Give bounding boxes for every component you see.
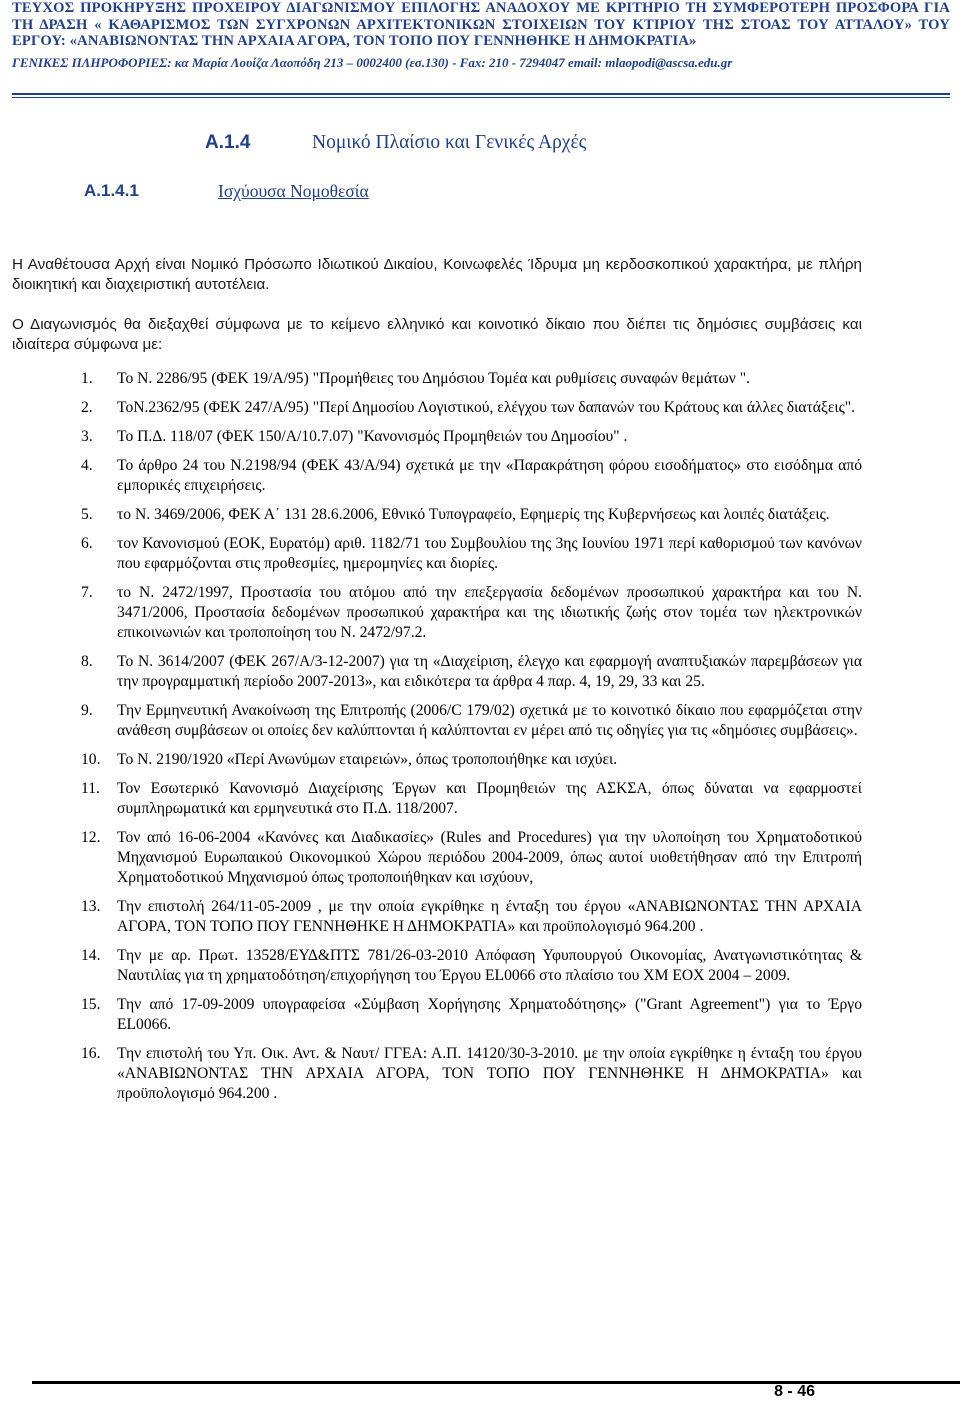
list-item <box>12 897 862 937</box>
subsection-title: Ισχύουσα Νομοθεσία <box>218 181 369 201</box>
document-body <box>12 255 862 1113</box>
header-divider-thin <box>12 97 950 98</box>
list-item-number: 2. <box>81 399 93 416</box>
list-item-number: 4. <box>81 457 93 474</box>
list-item-number: 12. <box>81 829 101 846</box>
list-item <box>12 750 862 770</box>
list-item-number: 11. <box>81 780 100 797</box>
list-item <box>12 583 862 643</box>
list-item-number: 5. <box>81 506 93 523</box>
list-item-number: 15. <box>81 996 101 1013</box>
list-item <box>12 456 862 496</box>
list-item-text: Την επιστολή του Υπ. Οικ. Αντ. & Ναυτ/ ΓΓΕΑ: Α.Π. 14120/30-3-2010. με την οποία εγκρίθηκε η ένταξη του έργου «ΑΝΑΒΙΩΝΟΝΤΑΣ ΤΗΝ ΑΡΧΑΙΑ ΑΓΟΡΑ, ΤΟΝ ΤΟΠΟ ΠΟΥ ΓΕΝΝΗΘΗΚΕ Η ΔΗΜΟΚΡΑΤΙΑ» και προϋπολογισμό 964.200 . <box>117 1045 862 1102</box>
paragraph: Ο Διαγωνισμός θα διεξαχθεί σύμφωνα με το κείμενο ελληνικό και κοινοτικό δίκαιο που διέπει τις δημόσιες συμβάσεις και ιδιαίτερα σύμφωνα με: <box>12 316 862 353</box>
list-item-number: 3. <box>81 428 93 445</box>
list-item <box>12 995 862 1035</box>
list-item-number: 9. <box>81 702 93 719</box>
list-item-text: Το Π.Δ. 118/07 (ΦΕΚ 150/Α/10.7.07) "Κανονισμός Προμηθειών του Δημοσίου" . <box>117 428 628 445</box>
footer-divider <box>32 1381 960 1384</box>
list-item <box>12 828 862 888</box>
section-number: A.1.4 <box>205 132 251 153</box>
list-item <box>12 505 862 525</box>
list-item-number: 8. <box>81 653 93 670</box>
list-item <box>12 398 862 418</box>
header-title: ΤΕΥΧΟΣ ΠΡΟΚΗΡΥΞΗΣ ΠΡΟΧΕΙΡΟΥ ΔΙΑΓΩΝΙΣΜΟΥ ΕΠΙΛΟΓΗΣ ΑΝΑΔΟΧΟΥ ΜΕ ΚΡΙΤΗΡΙΟ ΤΗ ΣΥΜΦΕΡΟΤΕΡΗ ΠΡΟΣΦΟΡΑ ΓΙΑ ΤΗ ΔΡΑΣΗ « ΚΑΘΑΡΙΣΜΟΣ ΤΩΝ ΣΥΓΧΡΟΝΩΝ ΑΡΧΙΤΕΚΤΟΝΙΚΩΝ ΣΤΟΙΧΕΙΩΝ ΤΟΥ ΚΤΙΡΙΟΥ ΤΗΣ ΣΤΟΑΣ ΤΟΥ ΑΤΤΑΛΟΥ» ΤΟΥ ΕΡΓΟΥ: «ΑΝΑΒΙΩΝΟΝΤΑΣ ΤΗΝ ΑΡΧΑΙΑ ΑΓΟΡΑ, ΤΟΝ ΤΟΠΟ ΠΟΥ ΓΕΝΝΗΘΗΚΕ Η ΔΗΜΟΚΡΑΤΙΑ» <box>12 0 950 49</box>
list-item-text: Τον από 16-06-2004 «Κανόνες και Διαδικασίες» (Rules and Procedures) για την υλοποίηση του Χρηματοδοτικού Μηχανισμού Ευρωπαικού Οικονομικού Χώρου περιόδου 2004-2009, όπως αυτοί υιοθετήθησαν από την Επιτροπή Χρηματοδοτικού Μηχανισμού όπως τροποποιήθηκαν και ισχύουν, <box>117 829 862 886</box>
list-item <box>12 534 862 574</box>
list-item-number: 16. <box>81 1045 101 1062</box>
list-item-number: 13. <box>81 898 101 915</box>
list-item-text: Την με αρ. Πρωτ. 13528/ΕΥΔ&ΠΤΣ 781/26-03-2010 Απόφαση Υφυπουργού Οικονομίας, Ανατγωνιστικότητας & Ναυτιλίας για τη χρηματοδότηση/επιχορήγηση του Έργου EL0066 στο πλαίσιο του ΧΜ ΕΟΧ 2004 – 2009. <box>117 947 862 984</box>
list-item <box>12 369 862 389</box>
list-item <box>12 1044 862 1104</box>
legislation-list <box>12 369 862 1104</box>
list-item-text: Το άρθρο 24 του Ν.2198/94 (ΦΕΚ 43/Α/94) σχετικά με την «Παρακράτηση φόρου εισοδήματος» στο εισόδημα από εμπορικές επιχειρήσεις. <box>117 457 862 494</box>
header-divider <box>12 93 950 95</box>
list-item <box>12 652 862 692</box>
paragraph: Η Αναθέτουσα Αρχή είναι Νομικό Πρόσωπο Ιδιωτικού Δικαίου, Κοινωφελές Ίδρυμα μη κερδοσκοπικού χαρακτήρα, με πλήρη διοικητική και διαχειριστική αυτοτέλεια. <box>12 256 862 293</box>
section-title: Νομικό Πλαίσιο και Γενικές Αρχές <box>312 132 587 153</box>
list-item-text: Το Ν. 3614/2007 (ΦΕΚ 267/Α/3-12-2007) για τη «Διαχείριση, έλεγχο και εφαρμογή αναπτυξιακών παρεμβάσεων για την προγραμματική περίοδο 2007-2013», και ειδικότερα τα άρθρα 4 παρ. 4, 19, 29, 33 και 25. <box>117 653 862 690</box>
list-item <box>12 701 862 741</box>
page-number: 8 - 46 <box>774 1383 815 1400</box>
list-item <box>12 779 862 819</box>
list-item-text: Την επιστολή 264/11-05-2009 , με την οποία εγκρίθηκε η ένταξη του έργου «ΑΝΑΒΙΩΝΟΝΤΑΣ ΤΗΝ ΑΡΧΑΙΑ ΑΓΟΡΑ, ΤΟΝ ΤΟΠΟ ΠΟΥ ΓΕΝΝΗΘΗΚΕ Η ΔΗΜΟΚΡΑΤΙΑ» και προϋπολογισμό 964.200 . <box>117 898 862 935</box>
list-item-number: 6. <box>81 535 93 552</box>
list-item-text: Την από 17-09-2009 υπογραφείσα «Σύμβαση Χορήγησης Χρηματοδότησης» ("Grant Agreement") για το Έργο EL0066. <box>117 996 862 1033</box>
header-contact-info: ΓΕΝΙΚΕΣ ΠΛΗΡΟΦΟΡΙΕΣ: κα Μαρία Λουίζα Λαοπόδη 213 – 0002400 (εσ.130) - Fax: 210 - 7294047 email: mlaopodi@ascsa.edu.gr <box>12 54 733 70</box>
list-item <box>12 427 862 447</box>
list-item-text: ΤοΝ.2362/95 (ΦΕΚ 247/Α/95) "Περί Δημοσίου Λογιστικού, ελέγχου των δαπανών του Κράτους και άλλες διατάξεις". <box>117 399 856 416</box>
subsection-number: A.1.4.1 <box>84 181 139 200</box>
list-item-number: 10. <box>81 751 101 768</box>
list-item <box>12 946 862 986</box>
list-item-number: 7. <box>81 584 93 601</box>
list-item-text: Το Ν. 2190/1920 «Περί Ανωνύμων εταιρειών», όπως τροποποιήθηκε και ισχύει. <box>117 751 618 768</box>
list-item-text: Την Ερμηνευτική Ανακοίνωση της Επιτροπής (2006/C 179/02) σχετικά με το κοινοτικό δίκαιο που εφαρμόζεται στην ανάθεση συμβάσεων οι οποίες δεν καλύπτονται ή καλύπτονται εν μέρει από τις οδηγίες για τις «δημόσιες συμβάσεις». <box>117 702 862 739</box>
list-item-text: το Ν. 2472/1997, Προστασία του ατόμου από την επεξεργασία δεδομένων προσωπικού χαρακτήρα και του Ν. 3471/2006, Προστασία δεδομένων προσωπικού χαρακτήρα και της ιδιωτικής ζωής στον τομέα των ηλεκτρονικών επικοινωνιών και τροποποίηση του Ν. 2472/97.2. <box>117 584 862 641</box>
document-header <box>12 0 950 71</box>
list-item-text: Τον Εσωτερικό Κανονισμό Διαχείρισης Έργων και Προμηθειών της ΑΣΚΣΑ, όπως δύναται να εφαρμοστεί συμπληρωματικά και ερμηνευτικά στο Π.Δ. 118/2007. <box>117 780 862 817</box>
list-item-text: τον Κανονισμού (ΕΟΚ, Ευρατόμ) αριθ. 1182/71 του Συμβουλίου της 3ης Ιουνίου 1971 περί καθορισμού των κανόνων που εφαρμόζονται στις προθεσμίες, ημερομηνίες και διορίες. <box>117 535 862 572</box>
list-item-text: το Ν. 3469/2006, ΦΕΚ Α΄ 131 28.6.2006, Εθνικό Τυπογραφείο, Εφημερίς της Κυβερνήσεως και λοιπές διατάξεις. <box>117 506 830 523</box>
list-item-text: Το Ν. 2286/95 (ΦΕΚ 19/Α/95) "Προμήθειες του Δημόσιου Τομέα και ρυθμίσεις συναφών θεμάτων ". <box>117 370 750 387</box>
list-item-number: 14. <box>81 947 101 964</box>
list-item-number: 1. <box>81 370 93 387</box>
